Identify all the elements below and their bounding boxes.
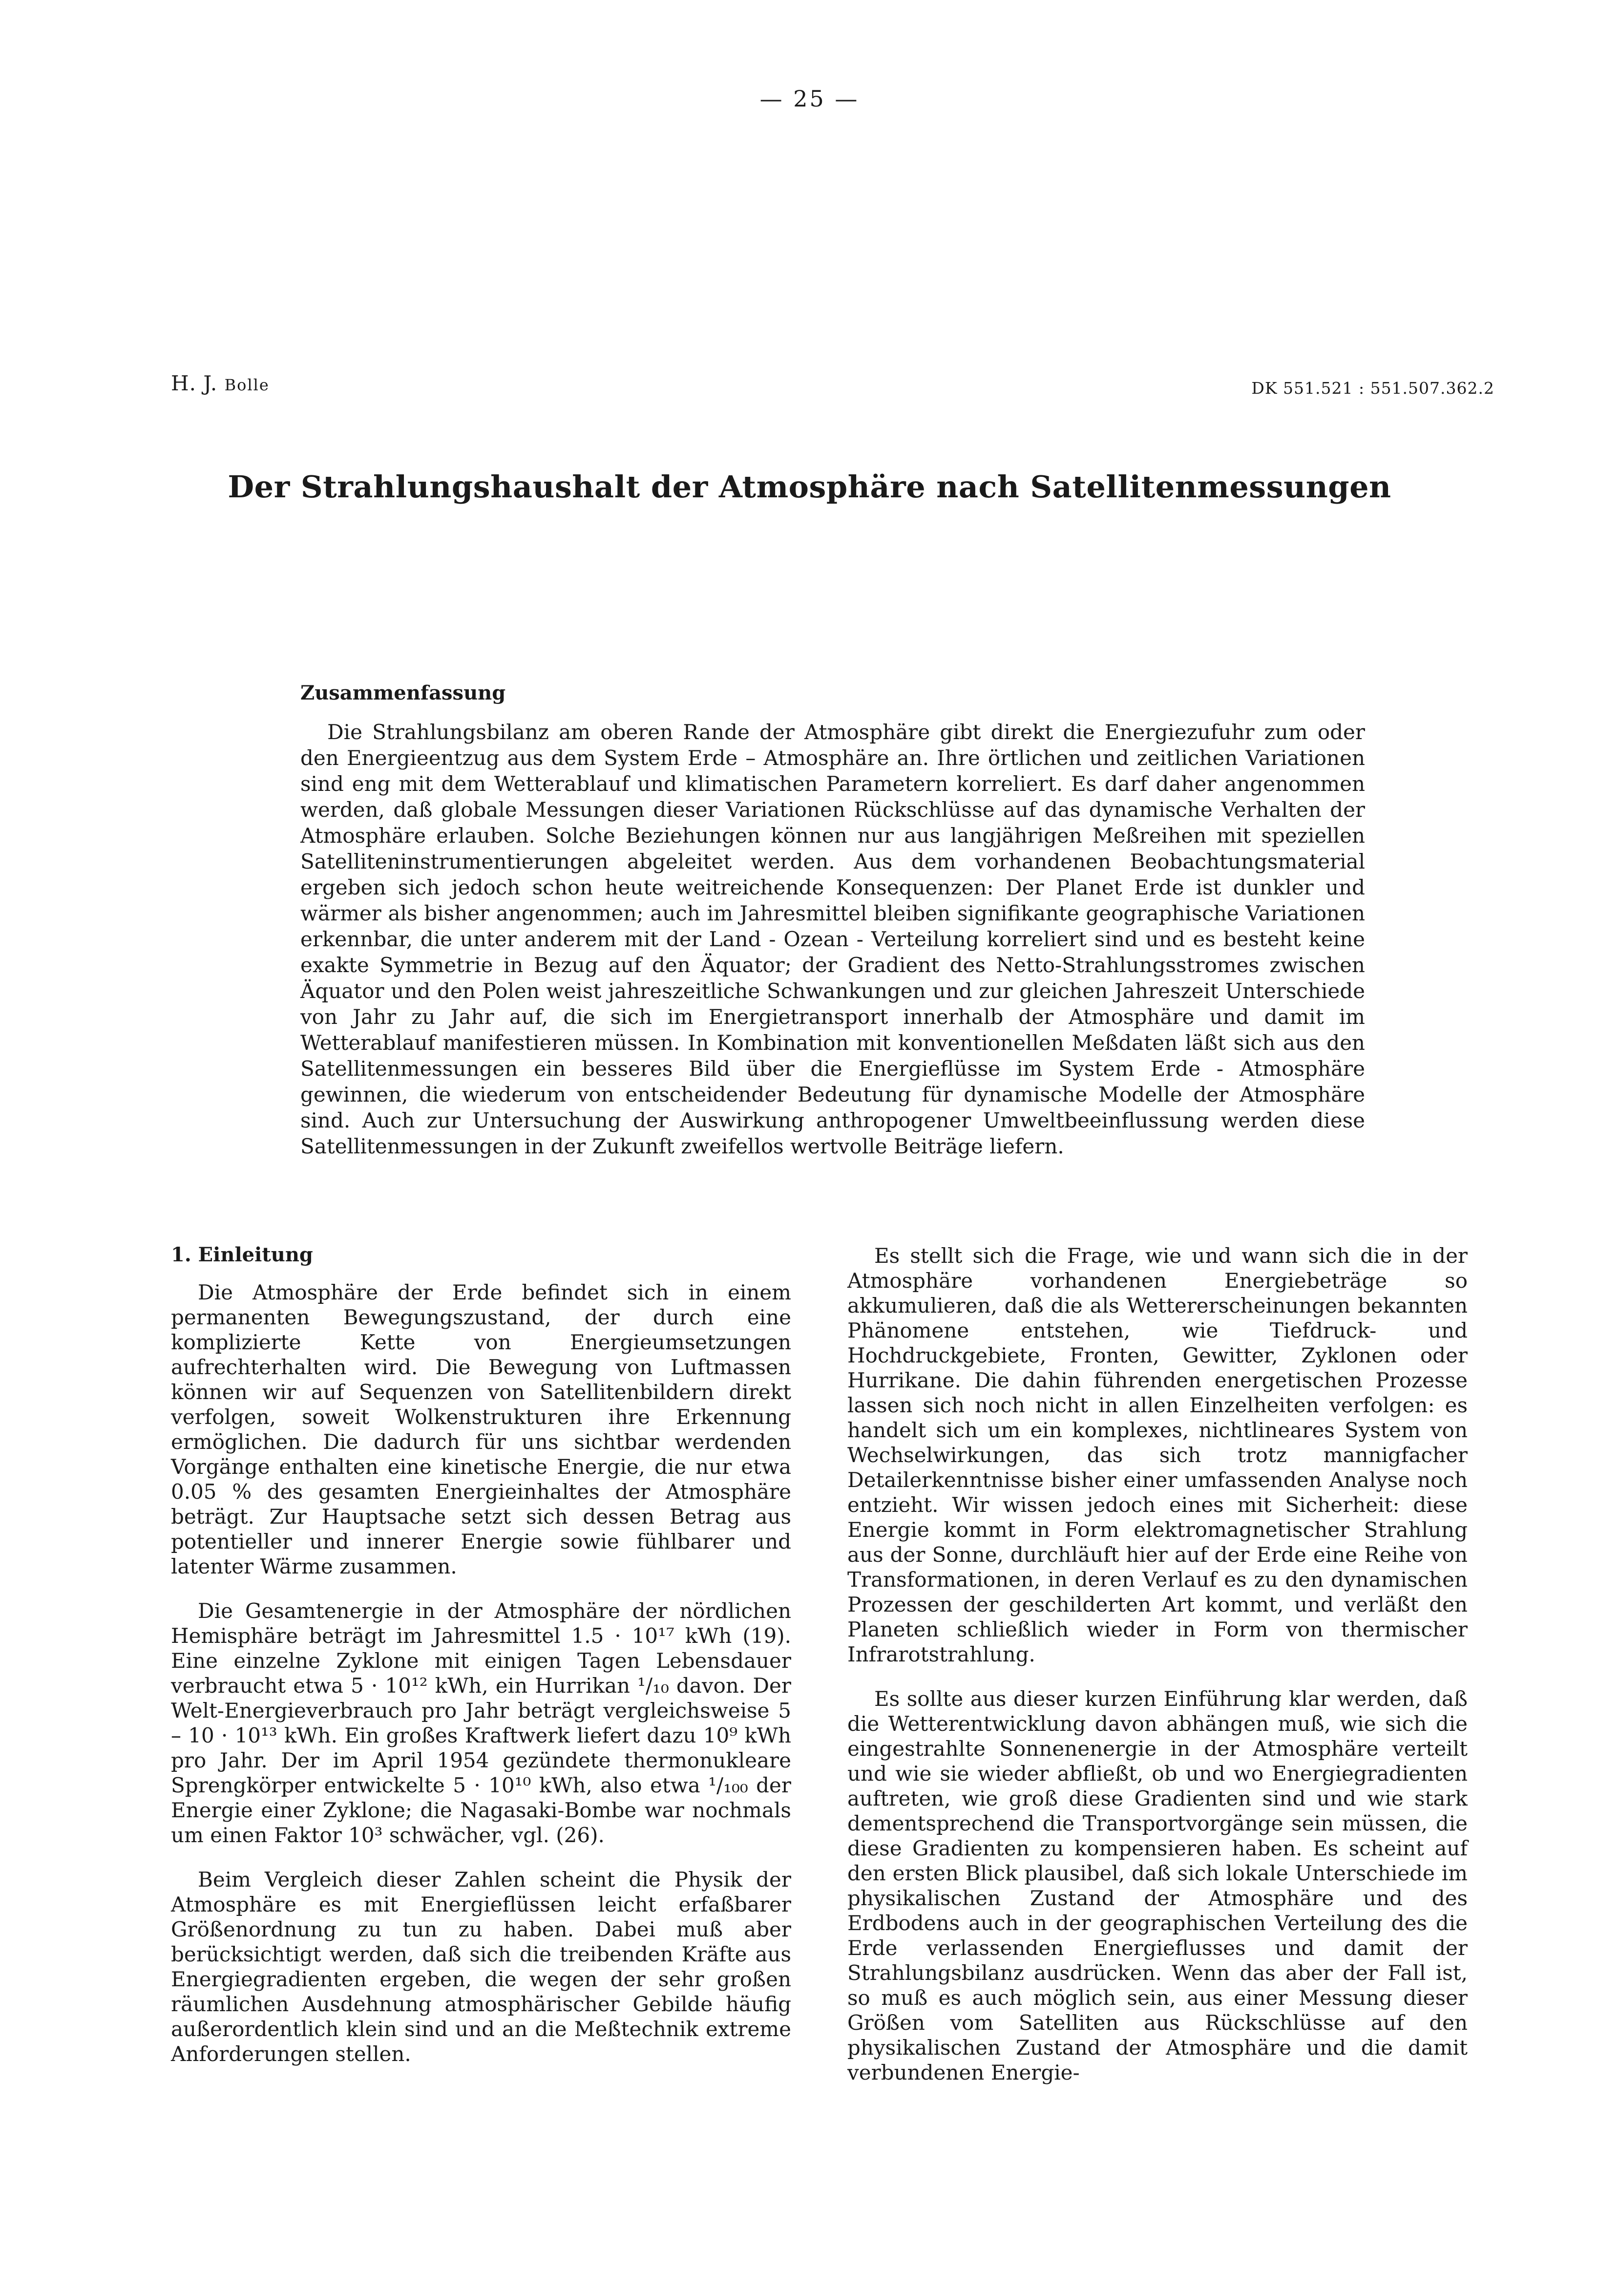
paragraph: Die Atmosphäre der Erde befindet sich in einem permanenten Bewegungszustand, der durch eine komplizierte Kette von Energieumsetzungen aufrechterhalten wird. Die Bewegung von Luftmassen können wir auf Sequenzen von Satellitenbildern direkt verfolgen, soweit Wolkenstrukturen ihre Erkennung ermöglichen. Die dadurch für uns sichtbar werdenden Vorgänge enthalten eine kinetische Energie, die nur etwa 0.05 % des gesamten Energieinhaltes der Atmosphäre beträgt. Zur Hauptsache setzt sich dessen Betrag aus potentieller und innerer Energie sowie fühlbarer und latenter Wärme zusammen. [171,1280,791,1578]
summary-heading: Zusammenfassung [300,681,506,704]
author-name [171,371,270,395]
paragraph: Die Gesamtenergie in der Atmosphäre der nördlichen Hemisphäre beträgt im Jahresmittel 1.5 · 10¹⁷ kWh (19). Eine einzelne Zyklone mit einigen Tagen Lebensdauer verbraucht etwa 5 · 10¹² kWh, ein Hurrikan ¹/₁₀ davon. Der Welt-Energieverbrauch pro Jahr beträgt vergleichsweise 5 – 10 · 10¹³ kWh. Ein großes Kraftwerk liefert dazu 10⁹ kWh pro Jahr. Der im April 1954 gezündete thermonukleare Sprengkörper entwickelte 5 · 10¹⁰ kWh, also etwa ¹/₁₀₀ der Energie einer Zyklone; die Nagasaki-Bombe war nochmals um einen Faktor 10³ schwächer, vgl. (26). [171,1599,791,1847]
page-number: — 25 — [759,85,860,112]
dk-classification: DK 551.521 : 551.507.362.2 [1251,379,1494,398]
paragraph: Es stellt sich die Frage, wie und wann sich die in der Atmosphäre vorhandenen Energiebeträge so akkumulieren, daß die als Wettererscheinungen bekannten Phänomene entstehen, wie Tiefdruck- und Hochdruckgebiete, Fronten, Gewitter, Zyklonen oder Hurrikane. Die dahin führenden energetischen Prozesse lassen sich noch nicht in allen Einzelheiten verfolgen: es handelt sich um ein komplexes, nichtlineares System von Wechselwirkungen, das sich trotz mannigfacher Detailerkenntnisse bisher einer umfassenden Analyse noch entzieht. Wir wissen jedoch eines mit Sicherheit: diese Energie kommt in Form elektromagnetischer Strahlung aus der Sonne, durchläuft hier auf der Erde eine Reihe von Transformationen, in deren Verlauf es zu den dynamischen Prozessen der geschilderten Art kommt, und verläßt den Planeten schließlich wieder in Form von thermischer Infrarotstrahlung. [847,1244,1468,1666]
paragraph: Beim Vergleich dieser Zahlen scheint die Physik der Atmosphäre es mit Energieflüssen leicht erfaßbarer Größenordnung zu tun zu haben. Dabei muß aber berücksichtigt werden, daß sich die treibenden Kräfte aus Energiegradienten ergeben, die wegen der sehr großen räumlichen Ausdehnung atmosphärischer Gebilde häufig außerordentlich klein sind und an die Meßtechnik extreme Anforderungen stellen. [171,1868,791,2066]
article-title: Der Strahlungshaushalt der Atmosphäre nach Satellitenmessungen [228,469,1391,505]
summary-section [300,681,1365,1159]
paragraph: Es sollte aus dieser kurzen Einführung klar werden, daß die Wetterentwicklung davon abhängen muß, wie sich die eingestrahlte Sonnenenergie in der Atmosphäre verteilt und wie sie wieder abfließt, ob und wo Energiegradienten auftreten, wie groß diese Gradienten sind und wie stark dementsprechend die Transportvorgänge sein müssen, die diese Gradienten zu kompensieren haben. Es scheint auf den ersten Blick plausibel, daß sich lokale Unterschiede im physikalischen Zustand der Atmosphäre und des Erdbodens auch in der geographischen Verteilung des die Erde verlassenden Energieflusses und damit der Strahlungsbilanz ausdrücken. Wenn das aber der Fall ist, so muß es auch möglich sein, aus einer Messung dieser Größen vom Satelliten aus Rückschlüsse auf den physikalischen Zustand der Atmosphäre und die damit verbundenen Energie- [847,1687,1468,2084]
right-column [847,1243,1468,2105]
section-heading-einleitung: 1. Einleitung [171,1243,313,1266]
author-surname: Bolle [224,376,270,394]
author-initials: H. J. [171,371,225,395]
left-column [171,1243,791,2086]
summary-text: Die Strahlungsbilanz am oberen Rande der Atmosphäre gibt direkt die Energiezufuhr zum oder den Energieentzug aus dem System Erde – Atmosphäre an. Ihre örtlichen und zeitlichen Variationen sind eng mit dem Wetterablauf und klimatischen Parametern korreliert. Es darf daher angenommen werden, daß globale Messungen dieser Variationen Rückschlüsse auf das dynamische Verhalten der Atmosphäre erlauben. Solche Beziehungen können nur aus langjährigen Meßreihen mit speziellen Satelliteninstrumentierungen abgeleitet werden. Aus dem vorhandenen Beobachtungsmaterial ergeben sich jedoch schon heute weitreichende Konsequenzen: Der Planet Erde ist dunkler und wärmer als bisher angenommen; auch im Jahresmittel bleiben signifikante geographische Variationen erkennbar, die unter anderem mit der Land - Ozean - Verteilung korreliert sind und es besteht keine exakte Symmetrie in Bezug auf den Äquator; der Gradient des Netto-Strahlungsstromes zwischen Äquator und den Polen weist jahreszeitliche Schwankungen und zur gleichen Jahreszeit Unterschiede von Jahr zu Jahr auf, die sich im Energietransport innerhalb der Atmosphäre und damit im Wetterablauf manifestieren müssen. In Kombination mit konventionellen Meßdaten läßt sich aus den Satellitenmessungen ein besseres Bild über die Energieflüsse im System Erde - Atmosphäre gewinnen, die wiederum von entscheidender Bedeutung für dynamische Modelle der Atmosphäre sind. Auch zur Untersuchung der Auswirkung anthropogener Umweltbeeinflussung werden diese Satellitenmessungen in der Zukunft zweifellos wertvolle Beiträge liefern. [300,720,1365,1158]
